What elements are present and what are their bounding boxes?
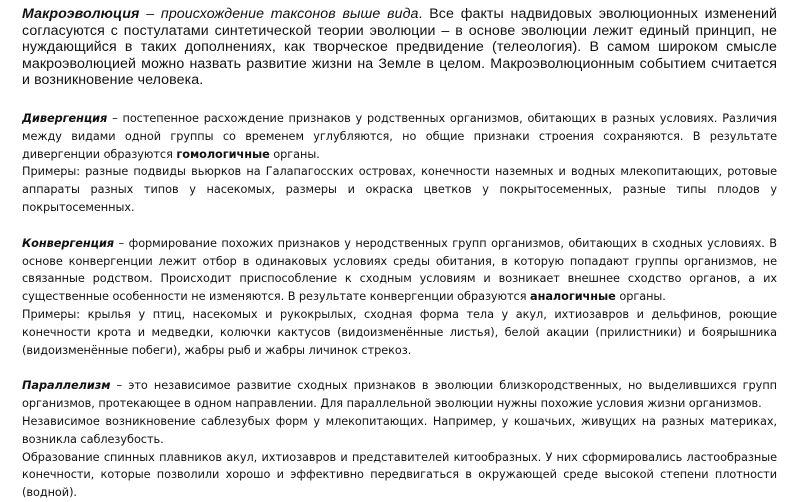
convergence-text: – формирование похожих признаков у неродственных групп организмов, обитающих в сходных условиях. В основе конвергенции лежит отбор в одинаковых условиях среды обитания, в которую попадают группы организмов, не связанные родством. Происходит приспособление к сходным условиям и возникает внешнее сходство органов, а их существенные особенности не изменяются. В результате конвергенции образуются <box>22 236 777 304</box>
parallelism-text: – это независимое развитие сходных признаков в эволюции близкородственных, но выделившихся групп организмов, протекающее в одном направлении. Для параллельной эволюции нужны похожие условия жизни организмов. <box>22 379 777 411</box>
convergence-paragraph <box>22 235 777 306</box>
divergence-text-end: органы. <box>269 147 320 161</box>
parallelism-example-1: Независимое возникновение саблезубых форм у млекопитающих. Например, у кошачьих, живущих на разных материках, возникла саблезубость. <box>22 414 777 446</box>
divergence-examples: Примеры: разные подвиды вьюрков на Галапагосских островах, конечности наземных и водных млекопитающих, ротовые аппараты разных типов у насекомых, размеры и окраска цветков у покрытосеменных, разные типы плодов у покрытосеменных. <box>22 165 777 214</box>
analogous-keyword: аналогичные <box>530 290 616 304</box>
parallelism-paragraph <box>22 377 777 413</box>
macroevolution-definition: – происхождение таксонов выше вида <box>139 6 419 22</box>
macroevolution-paragraph <box>22 6 777 89</box>
parallelism-example-2: Образование спинных плавников акул, ихтиозавров и представителей китообразных. У них сформировались ластообразные конечности, которые позволили хорошо и эффективно передвигаться в окружающей среде высокой степени плотности (водной). <box>22 450 777 500</box>
parallelism-term: Параллелизм <box>22 379 111 393</box>
convergence-text-end: органы. <box>615 290 666 304</box>
homologous-keyword: гомологичные <box>176 147 270 161</box>
macroevolution-text: . Все факты надвидовых эволюционных изменений согласуются с постулатами синтетической теории эволюции – в основе эволюции лежит единый принцип, не нуждающийся в таких дополнениях, как творческое предвидение (телеология). В самом широком смысле макроэволюцией можно назвать развитие жизни на Земле в целом. Макроэволюционным событием считается и возникновение человека. <box>22 6 777 89</box>
divergence-text: – постепенное расхождение признаков у родственных организмов, обитающих в разных условиях. Различия между видами одной группы со временем углубляются, но общие признаки строения сохраняются. В результате дивергенции образуются <box>22 111 777 161</box>
document-page <box>22 6 777 502</box>
macroevolution-term: Макроэволюция <box>22 6 140 22</box>
convergence-term: Конвергенция <box>22 236 115 250</box>
spacer <box>22 359 777 377</box>
convergence-examples: Примеры: крылья у птиц, насекомых и рукокрылых, сходная форма тела у акул, ихтиозавров и дельфинов, роющие конечности крота и медведки, колючки кактусов (видоизменённые листья), белой акации (прилистники) и боярышника (видоизменённые побеги), жабры рыб и жабры личинок стрекоз. <box>22 307 777 357</box>
divergence-term: Дивергенция <box>22 111 108 125</box>
divergence-paragraph <box>22 110 777 163</box>
spacer <box>22 217 777 235</box>
